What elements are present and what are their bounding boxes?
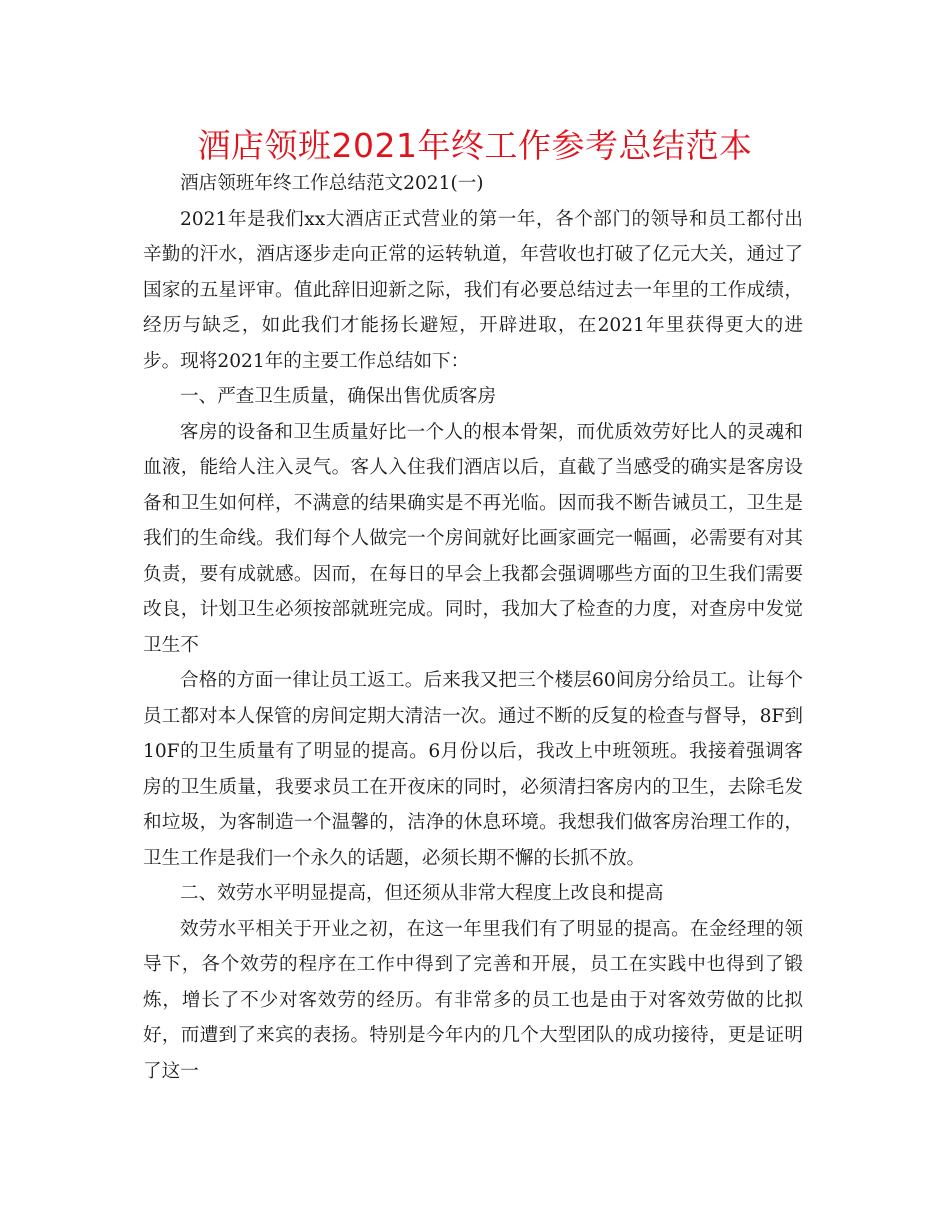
section-heading-2: 二、效劳水平明显提高，但还须从非常大程度上改良和提高 [180, 883, 664, 904]
body-paragraph: 效劳水平相关于开业之初，在这一年里我们有了明显的提高。在金经理的领导下，各个效劳的程序在工作中得到了完善和开展，员工在实践中也得到了锻炼，增长了不少对客效劳的经历。有非常多的员工也是由于对客效劳做的比拟好，而遭到了来宾的表扬。特别是今年内的几个大型团队的成功接待，更是证明了这一 [143, 918, 803, 1082]
subtitle-paragraph: 酒店领班年终工作总结范文2021(一) [180, 173, 484, 194]
document-body [143, 166, 803, 1089]
document-title: 酒店领班2021年终工作参考总结范本 [197, 126, 753, 165]
body-paragraph: 客房的设备和卫生质量好比一个人的根本骨架，而优质效劳好比人的灵魂和血液，能给人注入灵气。客人入住我们酒店以后，直截了当感受的确实是客房设备和卫生如何样，不满意的结果确实是不再光临。因而我不断告诫员工，卫生是我们的生命线。我们每个人做完一个房间就好比画家画完一幅画，必需要有对其负责，要有成就感。因而，在每日的早会上我都会强调哪些方面的卫生我们需要改良，计划卫生必须按部就班完成。同时，我加大了检查的力度，对查房中发觉卫生不 [143, 421, 803, 656]
section-heading-1: 一、严查卫生质量，确保出售优质客房 [180, 386, 497, 407]
intro-paragraph: 2021年是我们xx大酒店正式营业的第一年，各个部门的领导和员工都付出辛勤的汗水，酒店逐步走向正常的运转轨道，年营收也打破了亿元大关，通过了国家的五星评审。值此辞旧迎新之际，我们有必要总结过去一年里的工作成绩，经历与缺乏，如此我们才能扬长避短，开辟进取，在2021年里获得更大的进步。现将2021年的主要工作总结如下： [143, 208, 803, 372]
body-paragraph: 合格的方面一律让员工返工。后来我又把三个楼层60间房分给员工。让每个员工都对本人保管的房间定期大清洁一次。通过不断的反复的检查与督导，8F到10F的卫生质量有了明显的提高。6月份以后，我改上中班领班。我接着强调客房的卫生质量，我要求员工在开夜床的同时，必须清扫客房内的卫生，去除毛发和垃圾，为客制造一个温馨的，洁净的休息环境。我想我们做客房治理工作的，卫生工作是我们一个永久的话题，必须长期不懈的长抓不放。 [143, 670, 803, 869]
